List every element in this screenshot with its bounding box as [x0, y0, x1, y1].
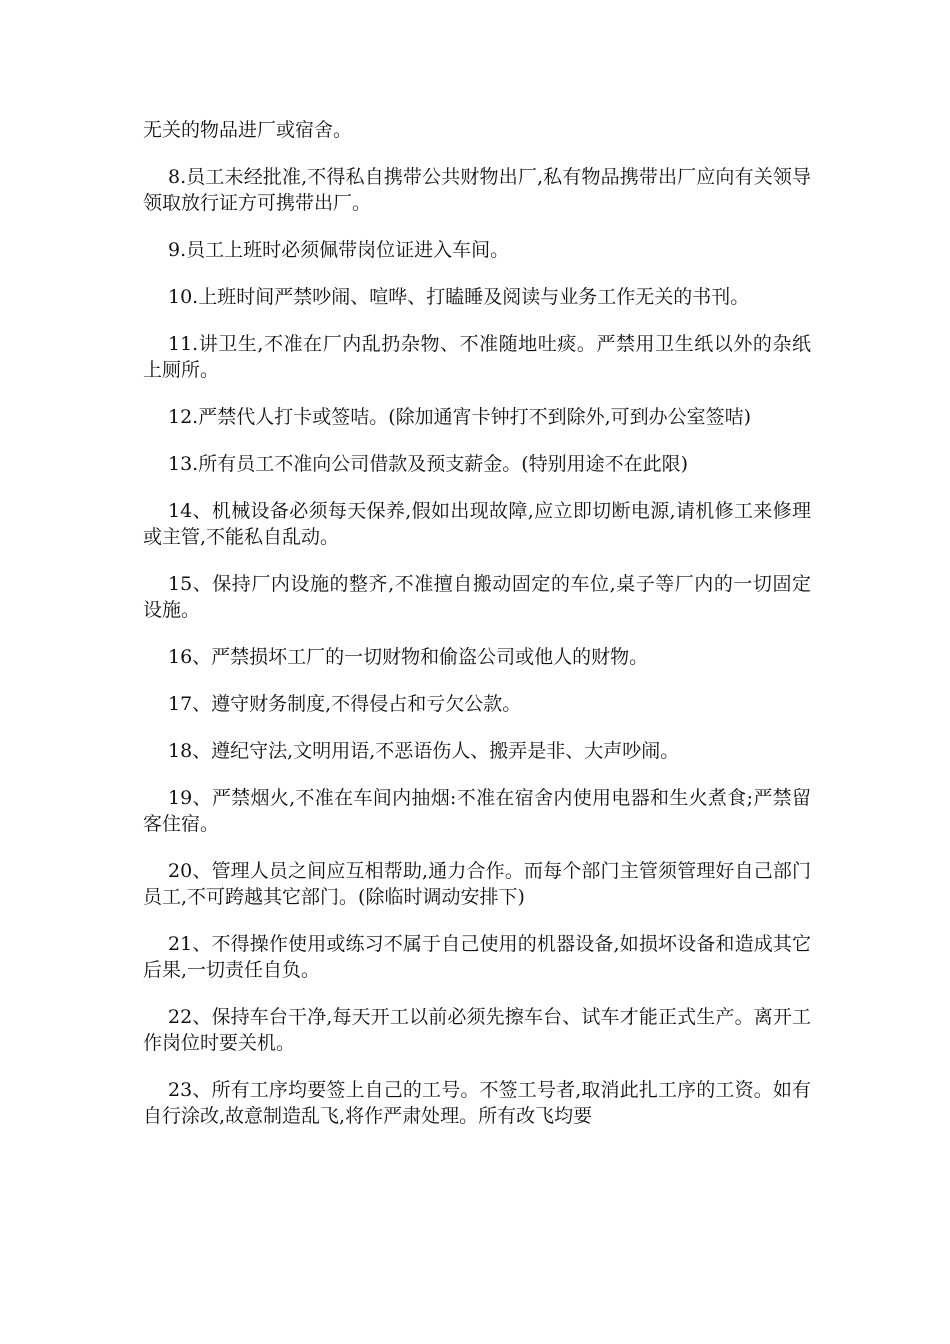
paragraph-rule-9: 9.员工上班时必须佩带岗位证进入车间。 — [168, 239, 510, 261]
paragraph-rule-21: 21、不得操作使用或练习不属于自己使用的机器设备,如损坏设备和造成其它后果,一切责任自负。 — [143, 933, 811, 981]
paragraph-rule-19: 19、严禁烟火,不准在车间内抽烟:不准在宿舍内使用电器和生火煮食;严禁留客住宿。 — [143, 787, 811, 835]
paragraph-rule-16: 16、严禁损坏工厂的一切财物和偷盗公司或他人的财物。 — [168, 646, 649, 668]
paragraph-rule-15: 15、保持厂内设施的整齐,不准擅自搬动固定的车位,桌子等厂内的一切固定设施。 — [143, 573, 811, 621]
paragraph-rule-8: 8.员工未经批准,不得私自携带公共财物出厂,私有物品携带出厂应向有关领导领取放行证方可携带出厂。 — [143, 166, 811, 214]
paragraph-continuation: 无关的物品进厂或宿舍。 — [143, 119, 353, 141]
paragraph-rule-12: 12.严禁代人打卡或签咭。(除加通宵卡钟打不到除外,可到办公室签咭) — [168, 406, 752, 428]
paragraph-rule-17: 17、遵守财务制度,不得侵占和亏欠公款。 — [168, 693, 522, 715]
paragraph-rule-10: 10.上班时间严禁吵闹、喧哗、打瞌睡及阅读与业务工作无关的书刊。 — [168, 286, 750, 308]
paragraph-rule-20: 20、管理人员之间应互相帮助,通力合作。而每个部门主管须管理好自己部门员工,不可跨越其它部门。(除临时调动安排下) — [143, 860, 811, 908]
paragraph-rule-18: 18、遵纪守法,文明用语,不恶语伤人、搬弄是非、大声吵闹。 — [168, 740, 680, 762]
paragraph-rule-11: 11.讲卫生,不准在厂内乱扔杂物、不准随地吐痰。严禁用卫生纸以外的杂纸上厕所。 — [143, 333, 811, 381]
paragraph-rule-14: 14、机械设备必须每天保养,假如出现故障,应立即切断电源,请机修工来修理或主管,不能私自乱动。 — [143, 500, 811, 548]
document-body — [143, 117, 811, 1150]
paragraph-rule-22: 22、保持车台干净,每天开工以前必须先擦车台、试车才能正式生产。离开工作岗位时要关机。 — [143, 1006, 811, 1054]
paragraph-rule-23: 23、所有工序均要签上自己的工号。不签工号者,取消此扎工序的工资。如有自行涂改,故意制造乱飞,将作严肃处理。所有改飞均要 — [143, 1079, 811, 1127]
paragraph-rule-13: 13.所有员工不准向公司借款及预支薪金。(特别用途不在此限) — [168, 453, 689, 475]
